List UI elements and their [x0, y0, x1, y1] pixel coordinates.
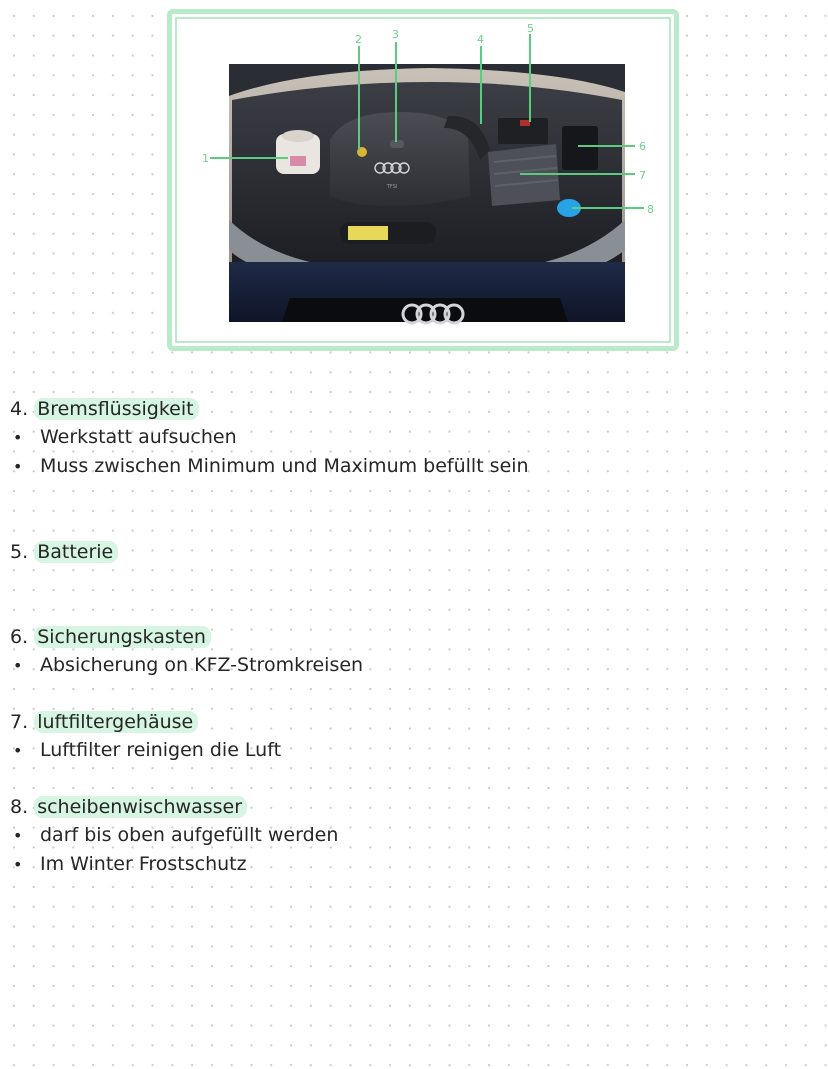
- section-title: scheibenwischwasser: [34, 796, 247, 818]
- section-title: luftfiltergehäuse: [34, 711, 198, 733]
- section-number: 8.: [10, 796, 29, 818]
- callout-number-4: 4: [477, 33, 484, 46]
- list-item-text: Absicherung on KFZ-Stromkreisen: [40, 654, 364, 676]
- section-fuse-box: [10, 623, 363, 680]
- bullet-dot: •: [13, 457, 23, 476]
- brake-fluid-reservoir: [276, 130, 320, 174]
- list-item: [10, 452, 529, 481]
- bullet-dot: •: [13, 855, 23, 874]
- section-air-filter: [10, 708, 281, 765]
- bullet-dot: •: [13, 741, 23, 760]
- callout-number-8: 8: [647, 203, 654, 216]
- section-battery: [10, 538, 118, 566]
- section-number: 4.: [10, 398, 29, 420]
- engine-bay-image: [0, 0, 828, 360]
- callout-number-5: 5: [527, 22, 534, 35]
- section-heading: [10, 395, 529, 423]
- section-heading: [10, 538, 118, 566]
- section-brake-fluid: [10, 395, 529, 481]
- list-item: [10, 850, 338, 879]
- list-item-text: Luftfilter reinigen die Luft: [40, 739, 282, 761]
- section-number: 6.: [10, 626, 29, 648]
- list-item-text: darf bis oben aufgefüllt werden: [40, 824, 339, 846]
- section-title: Bremsflüssigkeit: [34, 398, 198, 420]
- grille: [282, 298, 568, 322]
- callout-number-2: 2: [355, 33, 362, 46]
- list-item: [10, 423, 529, 452]
- bullet-dot: •: [13, 826, 23, 845]
- section-washer-fluid: [10, 793, 338, 879]
- section-number: 5.: [10, 541, 29, 563]
- section-heading: [10, 623, 363, 651]
- list-item: [10, 736, 281, 765]
- list-item: [10, 651, 363, 680]
- section-title: Batterie: [34, 541, 118, 563]
- list-item-text: Werkstatt aufsuchen: [40, 426, 237, 448]
- callout-number-6: 6: [639, 140, 646, 153]
- list-item-text: Im Winter Frostschutz: [40, 853, 247, 875]
- section-number: 7.: [10, 711, 29, 733]
- bullet-dot: •: [13, 656, 23, 675]
- list-item-text: Muss zwischen Minimum und Maximum befüllt sein: [40, 455, 529, 477]
- section-heading: [10, 708, 281, 736]
- list-item: [10, 821, 338, 850]
- section-title: Sicherungskasten: [34, 626, 211, 648]
- bullet-dot: •: [13, 428, 23, 447]
- fuse-box: [562, 126, 598, 170]
- section-heading: [10, 793, 338, 821]
- callout-number-3: 3: [392, 28, 399, 41]
- callout-number-7: 7: [639, 169, 646, 182]
- svg-text:TFSI: TFSI: [386, 184, 398, 190]
- callout-number-1: 1: [202, 152, 209, 165]
